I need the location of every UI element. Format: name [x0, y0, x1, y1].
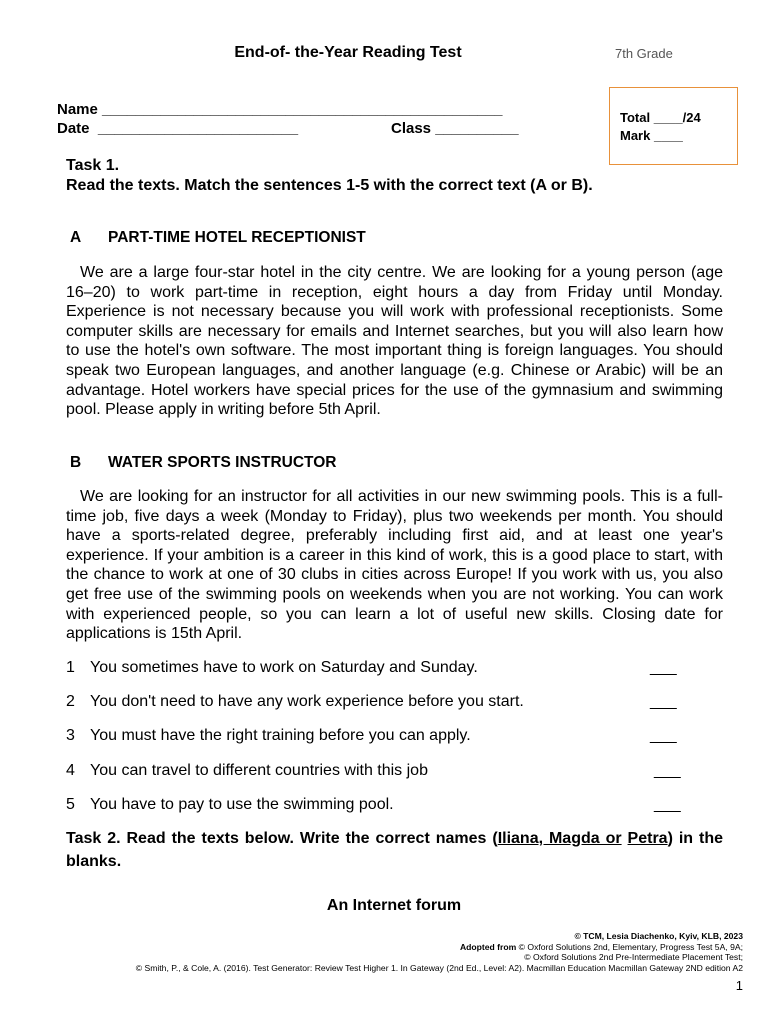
answer-blank[interactable]: ___ — [650, 659, 677, 676]
task2-instruction — [66, 827, 723, 873]
page-number: 1 — [735, 978, 743, 993]
task1-heading: Task 1. — [66, 157, 120, 174]
text-a-body: We are a large four-star hotel in the city centre. We are looking for a young person (age 16–20) to work part-time in reception, eight hours a day from Friday until Monday. Experience is not necessary because you will work with professional receptionists. Some computer skills are necessary for emails and Internet searches, but you will also learn how to use the hotel's own software. The most important thing is foreign languages. You should speak two European languages, and another language (e.g. Chinese or Arabic) will be an advantage. Hotel workers have special prices for the use of the gymnasium and swimming pool. Please apply in writing before 5th April. — [66, 264, 723, 419]
question-item — [66, 796, 726, 814]
total-field[interactable]: Total ____/24 — [620, 110, 701, 125]
task1-instruction: Read the texts. Match the sentences 1-5 with the correct text (A or B). — [66, 177, 593, 194]
text-a-letter: A — [70, 229, 82, 246]
question-text: You have to pay to use the swimming pool. — [90, 796, 394, 813]
question-text: You sometimes have to work on Saturday and Sunday. — [90, 659, 478, 676]
credit-line: © TCM, Lesia Diachenko, Kyiv, KLB, 2023 — [574, 931, 743, 941]
question-number: 5 — [66, 796, 75, 813]
credit-line: © Oxford Solutions 2nd Pre-Intermediate Placement Test; — [524, 952, 743, 963]
name-field[interactable]: Name ________________________________________________ — [57, 101, 503, 118]
class-field[interactable]: Class __________ — [391, 120, 519, 137]
test-title: End-of- the-Year Reading Test — [234, 44, 462, 61]
answer-blank[interactable]: ___ — [650, 693, 677, 710]
task2-names-last: Petra — [627, 830, 668, 847]
credit-source: © Oxford Solutions 2nd, Elementary, Progress Test 5A, 9A; — [516, 941, 743, 952]
task2-prefix: Task 2. Read the texts below. Write the correct names ( — [66, 830, 498, 847]
text-a-title: PART-TIME HOTEL RECEPTIONIST — [108, 229, 366, 246]
credits — [136, 931, 743, 974]
question-item — [66, 762, 726, 780]
question-number: 4 — [66, 762, 75, 779]
question-number: 3 — [66, 727, 75, 744]
text-b-body: We are looking for an instructor for all activities in our new swimming pools. This is a full-time job, five days a week (Monday to Friday), plus two weekends per month. You should have a sports-related degree, preferably including first aid, and at least one year's experience. If your ambition is a career in this kind of work, this is a good place to start, with the chance to work at one of 30 clubs in cities across Europe! If you work with us, you also get free use of the swimming pools on weekends when you are not working. You can work with experienced people, so you can learn a lot of useful new skills. Closing date for applications is 15th April. — [66, 488, 723, 643]
question-text: You don't need to have any work experience before you start. — [90, 693, 524, 710]
task2-names: Iliana, Magda or — [497, 830, 622, 847]
credit-line: © Smith, P., & Cole, A. (2016). Test Generator: Review Test Higher 1. In Gateway (2nd Ed., Level: A2). Macmillan Education Macmillan Gateway 2ND edition A2 — [135, 963, 743, 974]
answer-blank[interactable]: ___ — [654, 762, 681, 779]
text-b-heading — [70, 454, 337, 472]
answer-blank[interactable]: ___ — [654, 796, 681, 813]
text-b-letter: B — [70, 454, 82, 471]
date-field[interactable]: Date ________________________ — [57, 120, 299, 137]
credit-adopted: Adopted from — [459, 941, 517, 952]
answer-blank[interactable]: ___ — [650, 727, 677, 744]
question-text: You can travel to different countries with this job — [90, 762, 428, 779]
score-box — [609, 87, 738, 165]
question-number: 1 — [66, 659, 75, 676]
text-b-title: WATER SPORTS INSTRUCTOR — [108, 454, 337, 471]
credit-line — [136, 942, 743, 953]
mark-field[interactable]: Mark ____ — [620, 128, 683, 143]
question-item — [66, 727, 726, 745]
question-number: 2 — [66, 693, 75, 710]
text-a-heading — [70, 229, 366, 247]
forum-title: An Internet forum — [326, 897, 462, 914]
question-item — [66, 693, 726, 711]
task1-block — [66, 156, 593, 196]
question-text: You must have the right training before you can apply. — [90, 727, 471, 744]
task2-suffix: ) in the blanks. — [66, 830, 724, 870]
grade-label: 7th Grade — [615, 46, 673, 61]
question-item — [66, 659, 726, 677]
